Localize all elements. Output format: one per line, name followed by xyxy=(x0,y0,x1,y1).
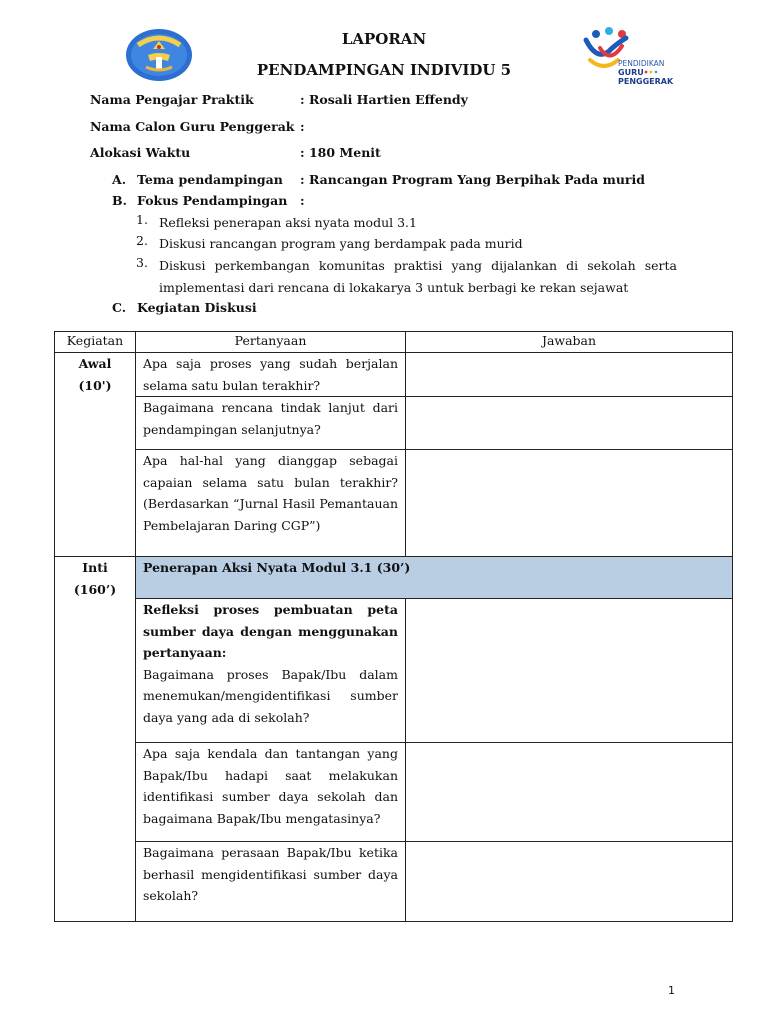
svg-text:GURU: GURU xyxy=(618,68,644,77)
table-row xyxy=(55,557,733,599)
section-a-value: : Rancangan Program Yang Berpihak Pada murid xyxy=(300,172,646,187)
question-cell: Apa saja proses yang sudah berjalan selama satu bulan terakhir? xyxy=(136,353,406,397)
focus-item-text: Diskusi perkembangan komunitas praktisi yang dijalankan di sekolah serta implementasi dari rencana di lokakarya 3 untuk berbagi ke rekan sejawat xyxy=(159,258,677,295)
activity-awal-name: Awal xyxy=(78,356,112,371)
alokasi-label: Alokasi Waktu xyxy=(90,145,191,160)
svg-text:PENGGERAK: PENGGERAK xyxy=(618,77,674,86)
activity-inti-cell xyxy=(55,557,136,922)
report-title: LAPORAN xyxy=(341,30,427,48)
focus-item-number: 3. xyxy=(136,255,148,270)
focus-item-text: Refleksi penerapan aksi nyata modul 3.1 xyxy=(159,215,417,230)
answer-cell[interactable] xyxy=(406,842,733,922)
table-row xyxy=(55,397,733,450)
table-row xyxy=(55,353,733,397)
answer-cell[interactable] xyxy=(406,353,733,397)
table-header-row xyxy=(55,332,733,353)
section-highlight-row: Penerapan Aksi Nyata Modul 3.1 (30’) xyxy=(136,557,733,599)
page-number: 1 xyxy=(668,984,675,997)
section-b-letter: B. xyxy=(112,193,127,208)
discussion-table xyxy=(54,331,733,922)
table-row xyxy=(55,599,733,743)
header-kegiatan: Kegiatan xyxy=(55,332,136,353)
pengajar-label: Nama Pengajar Praktik xyxy=(90,92,254,107)
table-row xyxy=(55,743,733,842)
pengajar-value: : Rosali Hartien Effendy xyxy=(300,92,468,107)
section-b-label: Fokus Pendampingan xyxy=(137,193,288,208)
question-text: Bagaimana proses Bapak/Ibu dalam menemukan/mengidentifikasi sumber daya yang ada di sekolah? xyxy=(143,666,398,725)
answer-cell[interactable] xyxy=(406,450,733,557)
question-cell: Bagaimana perasaan Bapak/Ibu ketika berhasil mengidentifikasi sumber daya sekolah? xyxy=(136,842,406,922)
header-pertanyaan: Pertanyaan xyxy=(136,332,406,353)
section-a-letter: A. xyxy=(112,172,127,187)
focus-item-number: 1. xyxy=(136,212,148,227)
answer-cell[interactable] xyxy=(406,743,733,842)
section-c-letter: C. xyxy=(112,300,127,315)
question-cell: Bagaimana rencana tindak lanjut dari pendampingan selanjutnya? xyxy=(136,397,406,450)
activity-awal-cell xyxy=(55,353,136,557)
focus-item-number: 2. xyxy=(136,233,148,248)
svg-text:PENDIDIKAN: PENDIDIKAN xyxy=(618,59,665,68)
activity-awal-time: (10') xyxy=(78,377,112,393)
section-c-label: Kegiatan Diskusi xyxy=(137,300,257,315)
focus-item-text: Diskusi rancangan program yang berdampak pada murid xyxy=(159,236,523,251)
activity-inti-time: (160’) xyxy=(73,581,117,597)
calon-label: Nama Calon Guru Penggerak xyxy=(90,119,295,134)
answer-cell[interactable] xyxy=(406,397,733,450)
activity-inti-name: Inti xyxy=(82,560,108,575)
question-cell xyxy=(136,599,406,743)
report-subtitle: PENDAMPINGAN INDIVIDU 5 xyxy=(256,61,512,79)
header-jawaban: Jawaban xyxy=(406,332,733,353)
section-a-label: Tema pendampingan xyxy=(137,172,283,187)
question-bold-text: Refleksi proses pembuatan peta sumber daya dengan menggunakan pertanyaan: xyxy=(143,602,398,660)
table-row xyxy=(55,842,733,922)
section-b-value: : xyxy=(300,193,305,208)
question-cell: Apa saja kendala dan tantangan yang Bapak/Ibu hadapi saat melakukan identifikasi sumber daya sekolah dan bagaimana Bapak/Ibu mengatasinya? xyxy=(136,743,406,842)
calon-value: : xyxy=(300,119,305,134)
answer-cell[interactable] xyxy=(406,599,733,743)
alokasi-value: : 180 Menit xyxy=(300,145,381,160)
table-row xyxy=(55,450,733,557)
question-cell: Apa hal-hal yang dianggap sebagai capaian selama satu bulan terakhir? (Berdasarkan “Jurnal Hasil Pemantauan Pembelajaran Daring CGP”) xyxy=(136,450,406,557)
